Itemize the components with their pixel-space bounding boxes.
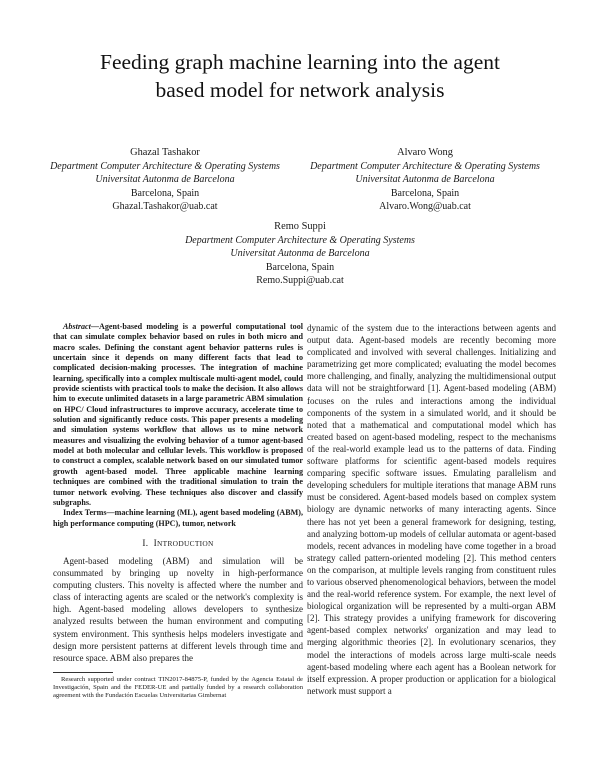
index-terms-label: Index Terms (63, 508, 107, 518)
introduction-paragraph-left: Agent-based modeling (ABM) and simulation will be consummated by bringing up novelty in high-performance computing clusters. This novelty is affected where the number and class of interacting agents are scaled or the network's complexity is high. Agent-based modeling allows developers to synthesize analyzed results between the human environment and computing system environment. This synthesis helps modelers investigate and design more persistent patterns at different levels through time and resource space. ABM also prepares the (53, 555, 303, 663)
author-name: Alvaro Wong (397, 147, 453, 158)
paper-title-line-1: Feeding graph machine learning into the agent (99, 50, 500, 74)
abstract-text: —Agent-based modeling is a powerful computational tool that can simulate complex behavior based on rules in both micro and macro scales. Defining the constant agent behavior patterns rules is uncertain since it depends on many different facts that lead to complicated decision-making processes. The integration of machine learning, specifically into a complex multiscale multi-agent model, could provide scientists with practical tools to make the decision. It also allows him to execute unlimited datasets in a large parametric ABM simulation on HPC/ Cloud infrastructures to improve accuracy, accelerate time to solution and significantly reduce costs. This paper presents a modeling and simulation systems workflow that allows us to mine network measures and visualizing the evolving behavior of a tumor agent-based model at both molecular and cellular levels. This workflow is proposed to construct a complex, scalable network based on our simulated tumor growth agent-based model. Three applicable machine learning techniques are combined with the traditional simulation to train the tumor network evolving. These techniques also discover and classify subgraphs. (53, 322, 303, 507)
index-terms (53, 508, 303, 529)
author-university: Universitat Autonma de Barcelona (230, 248, 370, 260)
author-location: Barcelona, Spain (130, 187, 200, 199)
funding-footnote: Research supported under contract TIN2017-84875-P, funded by the Agencia Estatal de Investigación, Spain and the FEDER-UE and partially funded by a research collaboration agreement with the Fundación Escuelas Universitarias Gimbernat (53, 675, 303, 700)
author-email: Remo.Suppi@uab.cat (256, 275, 344, 287)
right-column (307, 322, 556, 697)
author-university: Universitat Autonma de Barcelona (355, 174, 495, 186)
section-number: I. (142, 538, 149, 549)
author-email: Ghazal.Tashakor@uab.cat (112, 201, 218, 213)
author-name: Remo Suppi (274, 221, 326, 232)
paper-title (40, 48, 560, 104)
author-department: Department Computer Architecture & Operating Systems (50, 160, 280, 172)
abstract (53, 322, 303, 508)
index-terms-text: —machine learning (ML), agent based modeling (ABM), high performance computing (HPC), tumor, network (53, 508, 303, 528)
author-department: Department Computer Architecture & Operating Systems (310, 160, 540, 172)
left-column (53, 322, 303, 700)
author-location: Barcelona, Spain (390, 187, 460, 199)
author-department: Department Computer Architecture & Operating Systems (185, 234, 415, 246)
author-block (175, 220, 425, 288)
section-heading-introduction (53, 538, 303, 550)
introduction-paragraph-right: dynamic of the system due to the interactions between agents and output data. Agent-based models are recently becoming more complicated and involved with several challenges. Initializing and parametrizing get more complicated; evaluating the model becomes more challenging, and finally, analyzing the multidimensional output data will not be straightforward [1]. Agent-based modeling (ABM) focuses on the rules and interactions among the individual components of the system in a simulated world, and it should be noted that a mathematical and computational model which has created based on agent-based modeling, respect to the mechanisms of the real-world example lead us to the patterns of data. Finding software platforms for scientific agent-based models requires comparing specific software issues. Emulating parallelism and developing schedulers for multiple iterations that manage ABM runs must be considered. Agent-based models based on complex system biology are dynamic networks of many interacting agents. Since there has not yet been a general framework for designing, testing, and analyzing bottom-up models of cellular automata or agent-based models, recent advances in modeling have come together in a broad strategy called pattern-oriented modeling [2]. This method centers on the comparison, at multiple levels ranging from constituent rules to various observed phenomenological behaviors, between the model and the real-world reference system. For example, the next level of biological organization will be represented by a multi-organ ABM [2]. This strategy provides a unifying framework for discovering agent-based complex networks' organization and may lead to merging algorithmic theories [2]. In evolutionary scenarios, they model the interactions of models across large multi-scale needs agent-based modeling where each agent has a Boolean network for itself expression. A proper production or application for a biological network must support a (307, 323, 556, 696)
section-heading-rest: NTRODUCTION (157, 538, 214, 548)
author-name: Ghazal Tashakor (130, 147, 200, 158)
author-block (300, 146, 550, 214)
author-block (40, 146, 290, 214)
paper-title-line-2: based model for network analysis (155, 78, 445, 102)
author-email: Alvaro.Wong@uab.cat (379, 201, 471, 213)
section-heading-initial: I (153, 538, 157, 549)
author-university: Universitat Autonma de Barcelona (95, 174, 235, 186)
author-location: Barcelona, Spain (265, 261, 335, 273)
footnote-divider (53, 672, 113, 673)
abstract-label: Abstract (63, 322, 91, 331)
